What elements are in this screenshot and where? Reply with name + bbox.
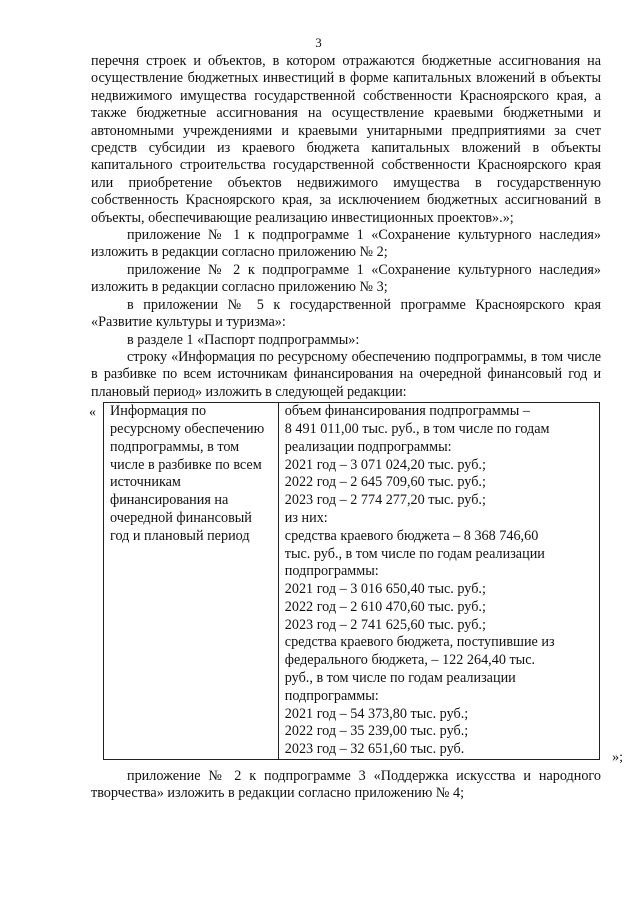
paragraph-appendix-2: приложение № 2 к подпрограмме 1 «Сохранение культурного наследия» изложить в редакции согласно приложению № 3; [91, 261, 601, 296]
value-line: 2021 год – 3 016 650,40 тыс. руб.; [284, 581, 486, 598]
value-line: руб., в том числе по годам реализации [284, 670, 516, 687]
closing-paragraph: приложение № 2 к подпрограмме 3 «Поддержка искусства и народного творчества» изложить в редакции согласно приложению № 4; [91, 768, 601, 802]
value-line: реализации подпрограммы: [284, 438, 452, 455]
value-line: 2021 год – 3 071 024,20 тыс. руб.; [284, 456, 486, 473]
value-line: 8 491 011,00 тыс. руб., в том числе по годам [284, 420, 550, 437]
table-name-cell [104, 403, 279, 760]
value-line: подпрограммы: [284, 687, 379, 704]
value-line: 2023 год – 2 741 625,60 тыс. руб.; [284, 616, 486, 633]
passport-table [103, 402, 600, 760]
value-line: из них: [284, 509, 328, 526]
value-line: 2022 год – 35 239,00 тыс. руб.; [284, 723, 469, 740]
value-line: подпрограммы: [284, 563, 379, 580]
paragraph-appendix-5: в приложении № 5 к государственной программе Красноярского края «Развитие культуры и туризма»: [91, 296, 601, 331]
value-line: 2022 год – 2 610 470,60 тыс. руб.; [284, 598, 486, 615]
table-row [104, 403, 600, 760]
value-line: 2023 год – 2 774 277,20 тыс. руб.; [284, 492, 486, 509]
opening-quote-mark: « [89, 405, 96, 421]
value-line: средства краевого бюджета – 8 368 746,60 [284, 527, 539, 544]
closing-quote-mark: »; [612, 749, 623, 765]
table-name-text: Информация по ресурсному обеспечению подпрограммы, в том числе в разбивке по всем источникам финансирования на очередной финансовый год и плановый период [110, 403, 265, 544]
paragraph-resource-row: строку «Информация по ресурсному обеспечению подпрограммы, в том числе в разбивке по всем источникам финансирования на очередной финансовый год и плановый период» изложить в следующей редакции: [91, 348, 601, 400]
value-line: 2022 год – 2 645 709,60 тыс. руб.; [284, 474, 486, 491]
intro-paragraph: перечня строек и объектов, в котором отражаются бюджетные ассигнования на осуществление бюджетных инвестиций в форме капитальных вложений в объекты недвижимого имущества государственной собственности Красноярского края, а также бюджетные ассигнования на осуществление краевыми бюджетными и автономными учреждениями и краевыми унитарными предприятиями за счет средств субсидии из краевого бюджета капитальных вложений в объекты капитального строительства государственной собственности Красноярского края или приобретение объектов недвижимого имущества в государственную собственность Красноярского края, за исключением бюджетных ассигнований в объекты, обеспечивающие реализацию инвестиционных проектов».»; [91, 53, 601, 226]
value-line: тыс. руб., в том числе по годам реализации [284, 545, 545, 562]
paragraph-appendix-1: приложение № 1 к подпрограмме 1 «Сохранение культурного наследия» изложить в редакции согласно приложению № 2; [91, 227, 601, 261]
value-line: средства краевого бюджета, поступившие из [284, 634, 555, 651]
paragraph-section-1: в разделе 1 «Паспорт подпрограммы»: [127, 331, 360, 348]
page-number: 3 [315, 35, 322, 50]
value-line: 2021 год – 54 373,80 тыс. руб.; [284, 705, 469, 722]
value-line: объем финансирования подпрограммы – [284, 403, 530, 420]
amendment-table-block [89, 402, 623, 765]
document-body [89, 53, 623, 803]
value-line: 2023 год – 32 651,60 тыс. руб. [284, 741, 465, 758]
table-value-cell [278, 403, 599, 760]
value-line: федерального бюджета, – 122 264,40 тыс. [284, 652, 536, 669]
